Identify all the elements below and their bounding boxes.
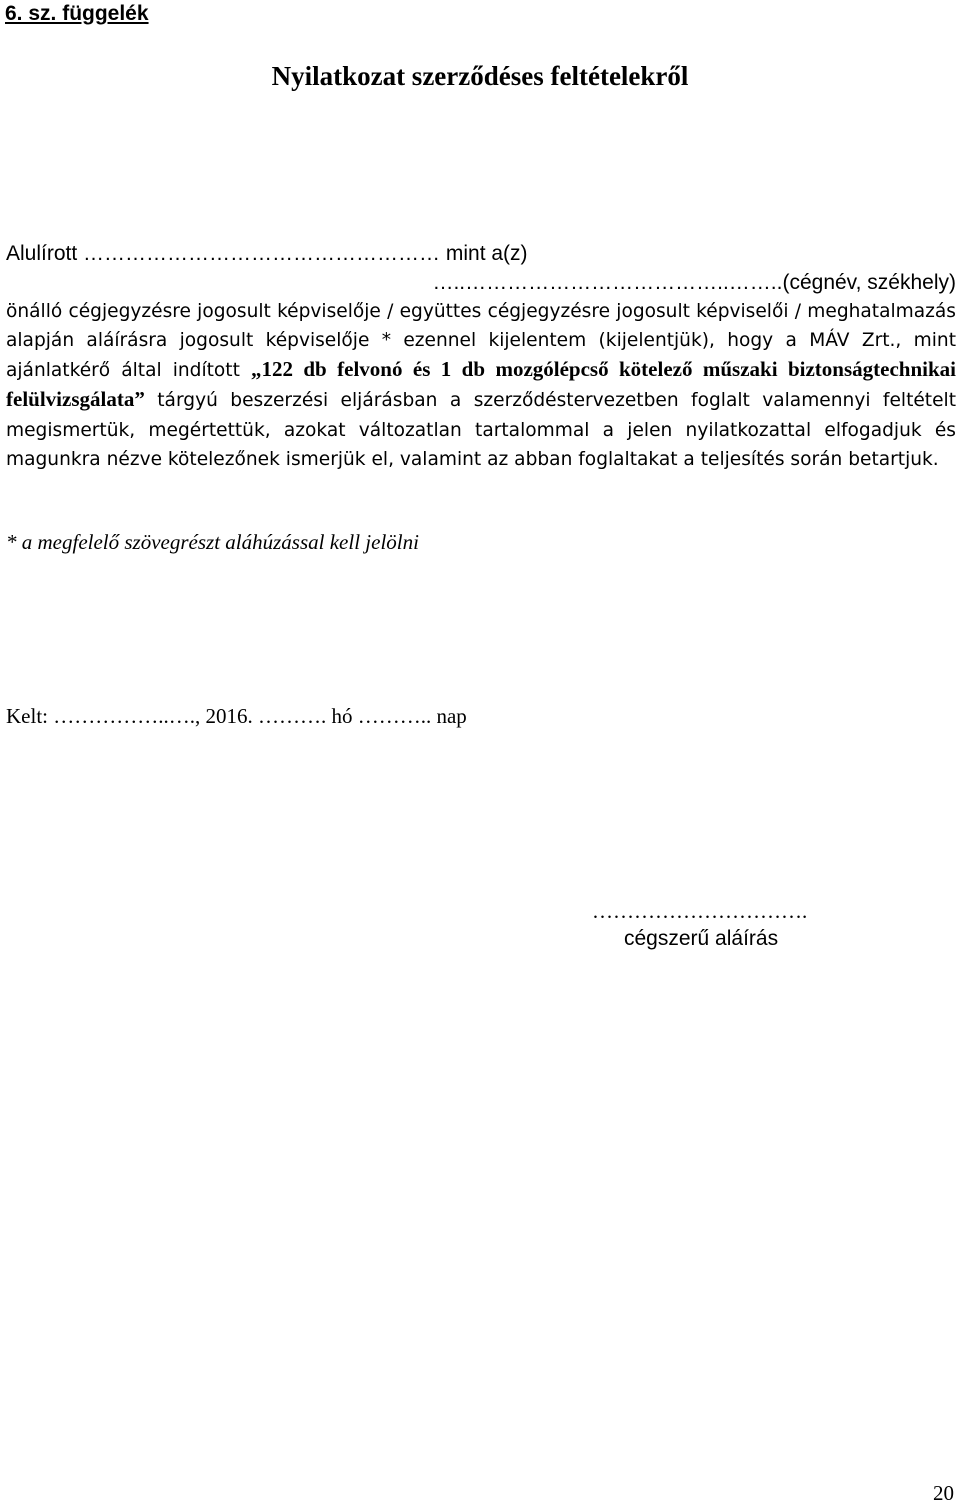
company-line-text: …..………………………………..……..(cégnév, székhely) (432, 271, 956, 295)
name-line-text: Alulírott …………………………………………… mint a(z) (6, 242, 528, 265)
signature-dots: …………………………. (592, 899, 808, 923)
date-line: Kelt: ……………..…., 2016. ………. hó ……….. nap (6, 704, 467, 728)
signature-block (592, 897, 812, 953)
paragraph-end: tárgyú beszerzési eljárásban a szerződéstervezetben foglalt valamennyi feltételt megismertük, megértettük, azokat változatlan tartalommal a jelen nyilatkozattal elfogadjuk és magunkra nézve kötelezőnek ismerjük el, valamint az abban foglaltakat a teljesítés során betartjuk. (6, 390, 956, 470)
document-title: Nyilatkozat szerződéses feltételekről (271, 61, 689, 91)
declaration-paragraph (6, 297, 956, 474)
page-number: 20 (933, 1481, 954, 1505)
appendix-label: 6. sz. függelék (5, 2, 149, 25)
company-line (6, 268, 956, 297)
declaration-body (6, 239, 956, 474)
paragraph-start: önálló cégjegyzésre jogosult képviselője / együttes cégjegyzésre jogosult képviselői / meghatalmazás alapján aláírásra jogosult képviselője * ezennel kijelentem (kijelentjük), hogy a MÁV Zrt., mint ajánlatkérő által indított (6, 301, 956, 382)
signature-label: cégszerű aláírás (624, 927, 779, 950)
name-line (6, 239, 956, 268)
procurement-subject: „122 db felvonó és 1 db mozgólépcső kötelező műszaki biztonságtechnikai felülvizsgálata” (6, 357, 956, 412)
footnote: * a megfelelő szövegrészt aláhúzással kell jelölni (6, 530, 419, 554)
